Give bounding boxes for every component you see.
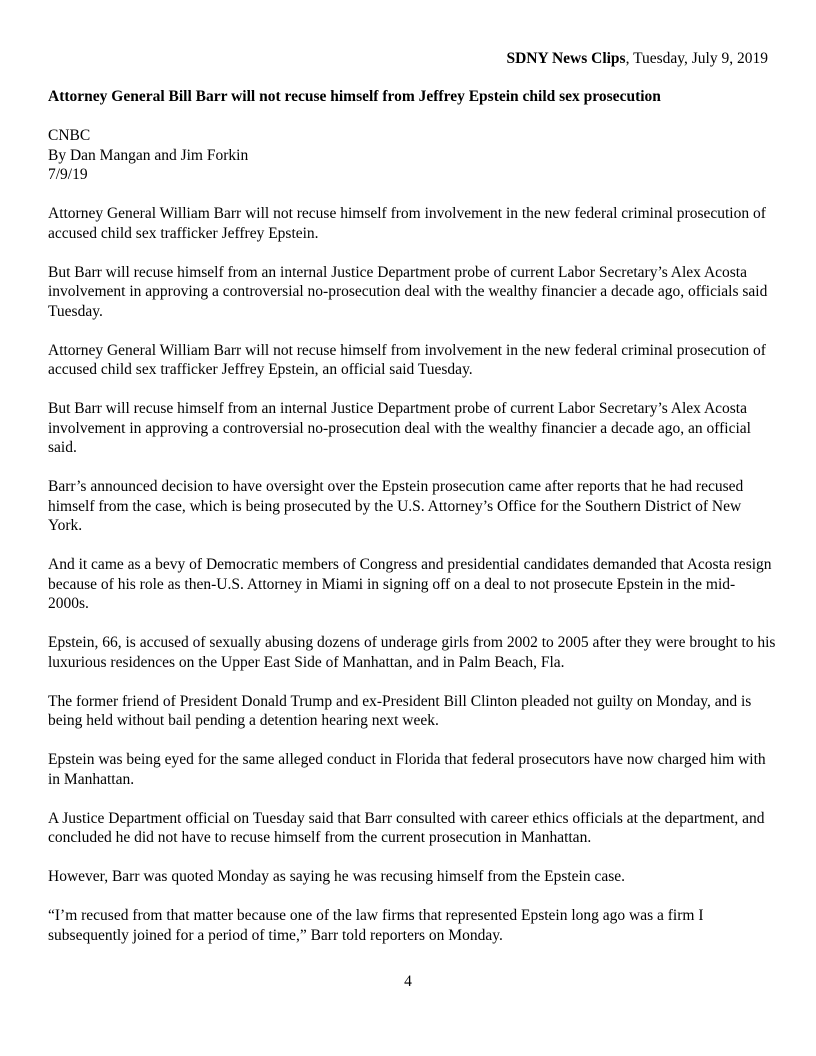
paragraph: But Barr will recuse himself from an internal Justice Department probe of current Labor Secretary’s Alex Acosta involvement in approving a controversial no-prosecution deal with the wealthy financier a decade ago, an official said. — [48, 400, 751, 456]
article-source: CNBC — [48, 127, 91, 144]
article-title: Attorney General Bill Barr will not recuse himself from Jeffrey Epstein child sex prosecution — [48, 88, 661, 105]
paragraph: A Justice Department official on Tuesday said that Barr consulted with career ethics officials at the department, and concluded he did not have to recuse himself from the current prosecution in Manhattan. — [48, 809, 765, 846]
paragraph: Epstein, 66, is accused of sexually abusing dozens of underage girls from 2002 to 2005 after they were brought to his luxurious residences on the Upper East Side of Manhattan, and in Palm Beach, Fla. — [48, 634, 776, 671]
paragraph: “I’m recused from that matter because one of the law firms that represented Epstein long ago was a firm I subsequently joined for a period of time,” Barr told reporters on Monday. — [48, 907, 704, 944]
paragraph: Attorney General William Barr will not recuse himself from involvement in the new federal criminal prosecution of accused child sex trafficker Jeffrey Epstein. — [48, 205, 766, 242]
paragraph: However, Barr was quoted Monday as saying he was recusing himself from the Epstein case. — [48, 868, 626, 885]
paragraph: The former friend of President Donald Trump and ex-President Bill Clinton pleaded not guilty on Monday, and is being held without bail pending a detention hearing next week. — [48, 692, 752, 729]
paragraph: But Barr will recuse himself from an internal Justice Department probe of current Labor Secretary’s Alex Acosta involvement in approving a controversial no-prosecution deal with the wealthy financier a decade ago, officials said Tuesday. — [48, 263, 768, 320]
article-date: 7/9/19 — [48, 166, 88, 183]
page-number: 4 — [404, 973, 412, 990]
header-date: , Tuesday, July 9, 2019 — [625, 50, 768, 67]
article — [48, 87, 776, 965]
article-byline: By Dan Mangan and Jim Forkin — [48, 146, 249, 164]
paragraph: And it came as a bevy of Democratic members of Congress and presidential candidates demanded that Acosta resign because of his role as then-U.S. Attorney in Miami in signing off on a deal to not prosecute Epstein in the mid-2000s. — [48, 556, 772, 612]
page-header — [506, 49, 768, 69]
article-meta — [48, 126, 776, 185]
publication-name: SDNY News Clips — [506, 50, 626, 67]
paragraph: Attorney General William Barr will not recuse himself from involvement in the new federal criminal prosecution of accused child sex trafficker Jeffrey Epstein, an official said Tuesday. — [48, 341, 766, 378]
paragraph: Barr’s announced decision to have oversight over the Epstein prosecution came after reports that he had recused himself from the case, which is being prosecuted by the U.S. Attorney’s Office for the Southern District of New York. — [48, 478, 744, 534]
paragraph: Epstein was being eyed for the same alleged conduct in Florida that federal prosecutors have now charged him with in Manhattan. — [48, 751, 766, 788]
